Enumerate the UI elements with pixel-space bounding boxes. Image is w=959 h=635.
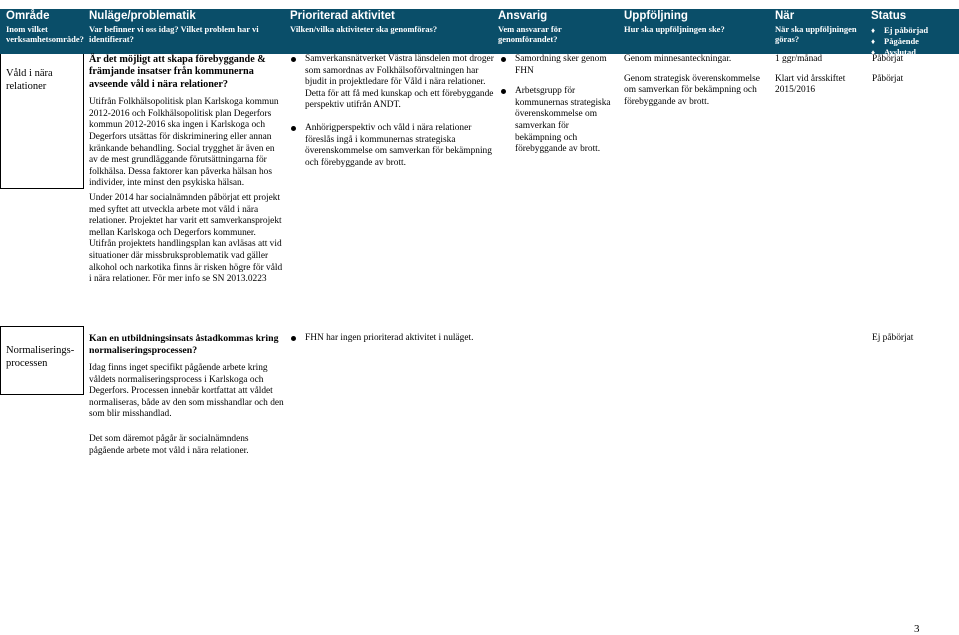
row1-problem-text-2: Under 2014 har socialnämnden påbörjat ett projekt med syftet att utveckla arbete mot våld i nära relationer. Projektet har varit ett samverkansprojekt mellan Karlskoga och Degerfors kommuner. Utifrån projektets handlingsplan kan avläsas att vid situationer där missbruksproblematik vad gäller alkohol och narkotika finns är risken högre för våld i nära relationer. För mer info se SN 2013.0223	[89, 193, 283, 285]
row1-left-border	[0, 54, 1, 188]
row1-when-2: Klart vid årsskiftet 2015/2016	[775, 73, 846, 96]
header-title-status: Status	[871, 10, 907, 22]
header-subtitle-area: Inom vilket verksamhetsområde?	[6, 24, 84, 44]
row1-responsible-item: Arbetsgrupp för kommunernas strategiska överenskommelse om samverkan för bekämpning och förebyggande av brott.	[500, 86, 617, 156]
header-title-area: Område	[6, 10, 50, 22]
status-legend-item: ♦ Pågående	[871, 36, 955, 47]
row2-activity-item: FHN har ingen prioriterad aktivitet i nuläget.	[290, 333, 497, 345]
header-title-activity: Prioriterad aktivitet	[290, 10, 395, 22]
row1-followup-2: Genom strategisk överenskommelse om samverkan för bekämpning och förebyggande av brott.	[624, 73, 760, 107]
status-legend-item: ♦ Avslutad	[871, 47, 955, 58]
header-cell-status	[871, 9, 955, 58]
row1-activity-item: Samverkansnätverket Västra länsdelen mot droger som samordnas av Folkhälsoförvaltningen har bjudit in projektledare för Våld i nära relationer. Detta för att få med kunskap och ett förebyggande perspektiv utifrån ANDT.	[290, 54, 497, 112]
header-cell-area	[6, 9, 84, 44]
header-subtitle-when: När ska uppföljningen göras?	[775, 24, 857, 44]
row1-column-divider	[83, 54, 84, 188]
row1-bottom-border	[0, 188, 84, 189]
header-cell-responsible	[498, 9, 620, 44]
header-title-problem: Nuläge/problematik	[89, 10, 196, 22]
row1-status-1: Påbörjat	[872, 54, 904, 64]
row1-when	[775, 54, 855, 97]
row1-followup	[624, 54, 766, 108]
header-cell-activity	[290, 9, 496, 34]
row1-responsible-item: Samordning sker genom FHN	[500, 54, 617, 77]
row2-left-border	[0, 326, 1, 395]
header-subtitle-followup: Hur ska uppföljningen ske?	[624, 24, 725, 34]
header-cell-problem	[89, 9, 287, 44]
row1-followup-1: Genom minnesanteckningar.	[624, 54, 732, 64]
header-subtitle-problem: Var befinner vi oss idag? Vilket problem har vi identifierat?	[89, 24, 259, 44]
header-subtitle-activity: Vilken/vilka aktiviteter ska genomföras?	[290, 24, 438, 34]
header-cell-when	[775, 9, 865, 44]
header-subtitle-responsible: Vem ansvarar för genomförandet?	[498, 24, 562, 44]
row1-when-1: 1 ggr/månad	[775, 54, 823, 64]
row2-status: Ej påbörjat	[872, 333, 914, 343]
page-number: 3	[914, 623, 920, 635]
row2-area: Normaliserings-processen	[6, 345, 75, 369]
row2-bottom-border	[0, 394, 84, 395]
row1-activity-item: Anhörigperspektiv och våld i nära relationer föreslås ingå i kommunernas strategiska överenskommelse om samverkan för bekämpning och förebyggande av brott.	[290, 123, 497, 169]
row2-problem-heading: Kan en utbildningsinsats åstadkommas kring normaliseringsprocessen?	[89, 333, 279, 356]
row2-column-divider	[83, 326, 84, 395]
header-title-when: När	[775, 10, 795, 22]
row1-status-2: Påbörjat	[872, 73, 904, 84]
row1-problem-text: Utifrån Folkhälsopolitisk plan Karlskoga kommun 2012-2016 och Folkhälsopolitisk plan Degerfors kommun 2012-2016 ska ingen i Karlskoga och Degerfors utsättas för diskriminering eller annan kränkande behandling. Social trygghet är även en av de mest grundläggande förutsättningarna för folkhälsa. Dessa faktorer kan påverka hälsan hos individer, inte minst den psykiska hälsan.	[89, 97, 279, 189]
row2-activities	[305, 333, 497, 356]
row2-problem-text-2: Det som däremot pågår är socialnämndens pågående arbete mot våld i nära relationer.	[89, 433, 249, 456]
row1-problem	[89, 54, 285, 199]
status-legend-item: ♦ Ej påbörjad	[871, 25, 955, 36]
header-cell-followup	[624, 9, 764, 34]
row2-problem	[89, 333, 285, 466]
row1-activities	[305, 54, 497, 180]
row1-responsible	[515, 54, 617, 167]
row1-status	[872, 54, 952, 85]
row2-top-border	[0, 326, 84, 327]
row1-area: Våld i nära relationer	[6, 68, 53, 92]
row2-problem-text: Idag finns inget specifikt pågående arbete kring våldets normaliseringsprocess i Karlskoga och Degerfors. Processen innebär kortfattat att våldet normaliseras, både av den som misshandlar och den som blir misshandlad.	[89, 363, 284, 420]
header-title-responsible: Ansvarig	[498, 10, 548, 22]
row1-problem-heading: Är det möjligt att skapa förebyggande & främjande insatser från kommunerna avseende våld i nära relationer?	[89, 54, 266, 90]
header-title-followup: Uppföljning	[624, 10, 688, 22]
